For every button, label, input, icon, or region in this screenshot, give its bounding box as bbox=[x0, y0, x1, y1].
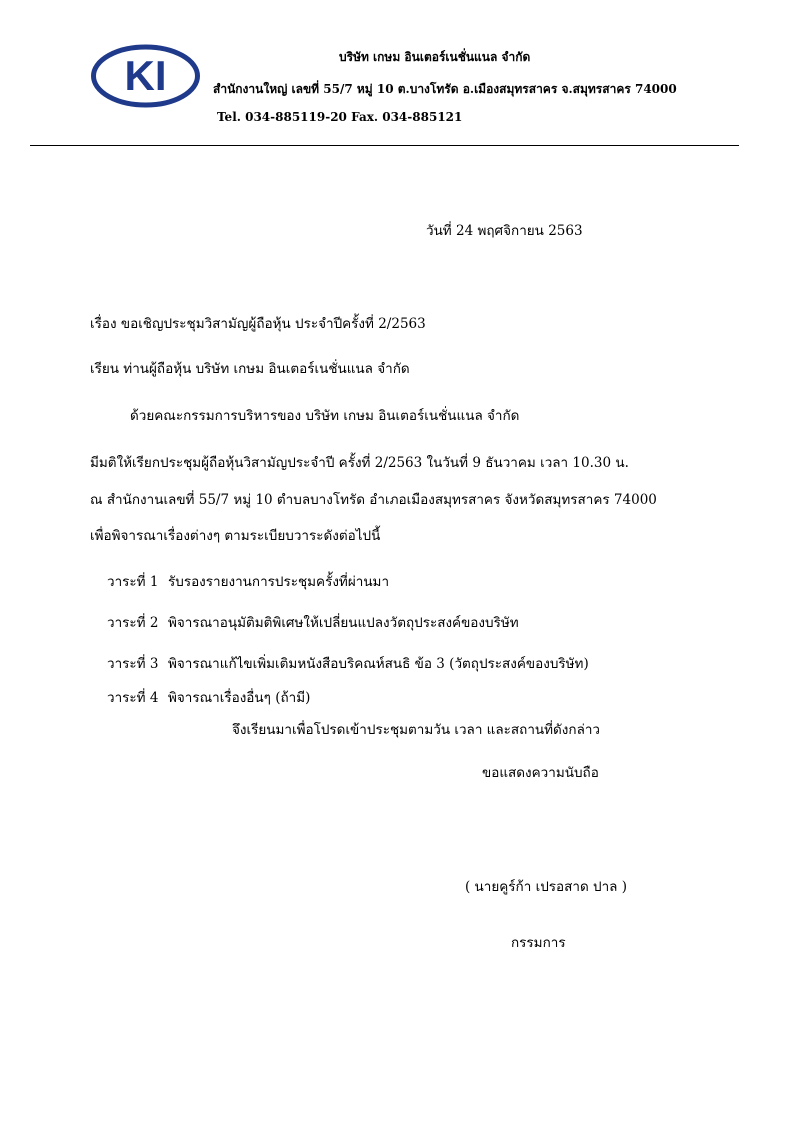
agenda-label: วาระที่ 4 bbox=[107, 690, 159, 706]
letterhead-divider bbox=[30, 145, 739, 146]
paragraph-line: เพื่อพิจารณาเรื่องต่างๆ ตามระเบียบวาระดังต่อไปนี้ bbox=[90, 528, 381, 544]
ki-logo-icon bbox=[89, 43, 202, 109]
signatory-title: กรรมการ bbox=[511, 935, 566, 951]
agenda-text: พิจารณาอนุมัติมติพิเศษให้เปลี่ยนแปลงวัตถุประสงค์ของบริษัท bbox=[168, 615, 519, 631]
paragraph-line: มีมติให้เรียกประชุมผู้ถือหุ้นวิสามัญประจำปี ครั้งที่ 2/2563 ในวันที่ 9 ธันวาคม เวลา 10.30 น. bbox=[90, 455, 629, 471]
agenda-text: พิจารณาเรื่องอื่นๆ (ถ้ามี) bbox=[168, 690, 311, 706]
svg-text:KI: KI bbox=[124, 52, 167, 99]
paragraph-line: ณ สำนักงานเลขที่ 55/7 หมู่ 10 ตำบลบางโทรัด อำเภอเมืองสมุทรสาคร จังหวัดสมุทรสาคร 74000 bbox=[90, 492, 657, 508]
agenda-text: รับรองรายงานการประชุมครั้งที่ผ่านมา bbox=[168, 574, 390, 590]
paragraph-line: ด้วยคณะกรรมการบริหารของ บริษัท เกษม อินเตอร์เนชั่นแนล จำกัด bbox=[130, 408, 520, 424]
company-contact: Tel. 034-885119-20 Fax. 034-885121 bbox=[217, 110, 463, 124]
letter-date: วันที่ 24 พฤศจิกายน 2563 bbox=[426, 223, 583, 239]
letter-recipient: เรียน ท่านผู้ถือหุ้น บริษัท เกษม อินเตอร์เนชั่นแนล จำกัด bbox=[90, 361, 410, 377]
agenda-label: วาระที่ 1 bbox=[107, 574, 159, 590]
agenda-label: วาระที่ 2 bbox=[107, 615, 159, 631]
letter-subject: เรื่อง ขอเชิญประชุมวิสามัญผู้ถือหุ้น ประจำปีครั้งที่ 2/2563 bbox=[90, 316, 426, 332]
salutation: ขอแสดงความนับถือ bbox=[482, 765, 599, 781]
agenda-text: พิจารณาแก้ไขเพิ่มเติมหนังสือบริคณห์สนธิ ข้อ 3 (วัตถุประสงค์ของบริษัท) bbox=[168, 656, 589, 672]
company-name: บริษัท เกษม อินเตอร์เนชั่นแนล จำกัด bbox=[339, 50, 531, 64]
company-address: สำนักงานใหญ่ เลขที่ 55/7 หมู่ 10 ต.บางโทรัด อ.เมืองสมุทรสาคร จ.สมุทรสาคร 74000 bbox=[213, 82, 677, 96]
signatory-name: ( นายคูร์ก้า เปรอสาด ปาล ) bbox=[465, 879, 628, 895]
company-logo bbox=[89, 43, 202, 109]
agenda-label: วาระที่ 3 bbox=[107, 656, 159, 672]
closing-line: จึงเรียนมาเพื่อโปรดเข้าประชุมตามวัน เวลา และสถานที่ดังกล่าว bbox=[232, 722, 601, 738]
